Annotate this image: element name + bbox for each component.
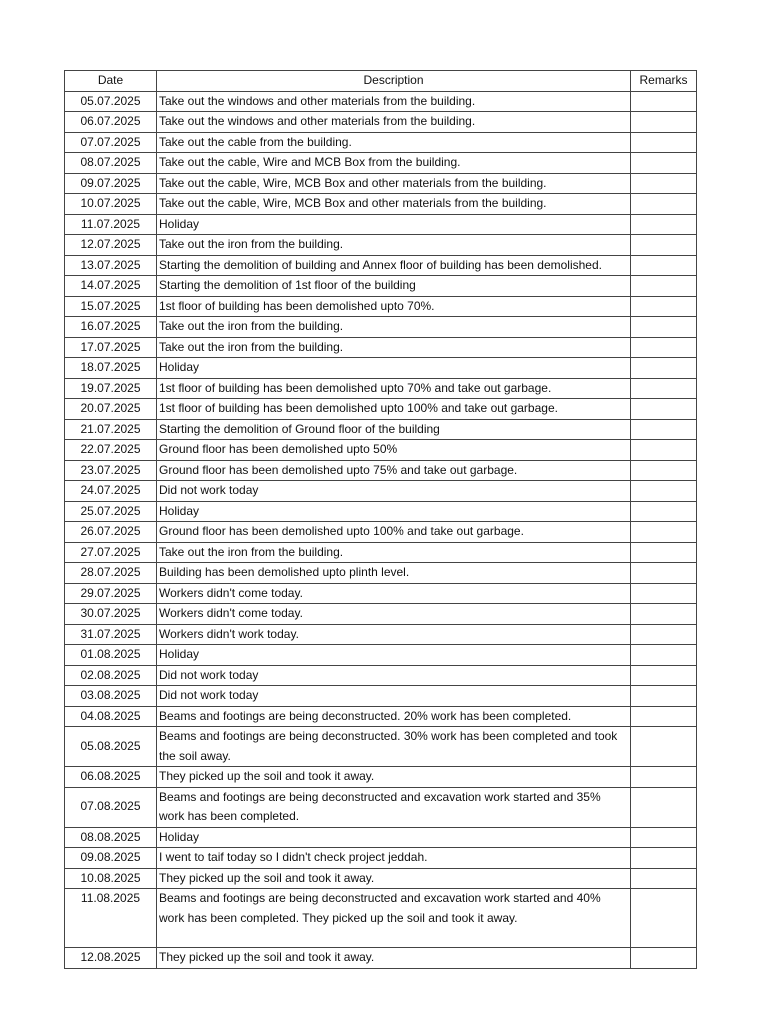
row-date: 01.08.2025 bbox=[65, 645, 157, 666]
table-row bbox=[65, 399, 697, 420]
row-remarks bbox=[631, 583, 697, 604]
row-remarks bbox=[631, 235, 697, 256]
row-date: 19.07.2025 bbox=[65, 378, 157, 399]
table-row bbox=[65, 276, 697, 297]
row-description: Beams and footings are being deconstructed and excavation work started and 35% work has been completed. bbox=[157, 787, 631, 827]
row-description: Take out the iron from the building. bbox=[157, 542, 631, 563]
table-row bbox=[65, 132, 697, 153]
row-remarks bbox=[631, 624, 697, 645]
row-remarks bbox=[631, 153, 697, 174]
row-description: They picked up the soil and took it away. bbox=[157, 868, 631, 889]
row-date: 24.07.2025 bbox=[65, 481, 157, 502]
row-remarks bbox=[631, 767, 697, 788]
table-row bbox=[65, 848, 697, 869]
table-row bbox=[65, 868, 697, 889]
table-row bbox=[65, 481, 697, 502]
table-row bbox=[65, 787, 697, 827]
row-description: Take out the iron from the building. bbox=[157, 337, 631, 358]
row-description: Take out the windows and other materials from the building. bbox=[157, 91, 631, 112]
row-description: Starting the demolition of building and Annex floor of building has been demolished. bbox=[157, 255, 631, 276]
row-description: Workers didn't come today. bbox=[157, 604, 631, 625]
row-remarks bbox=[631, 727, 697, 767]
row-date: 13.07.2025 bbox=[65, 255, 157, 276]
table-row bbox=[65, 296, 697, 317]
row-remarks bbox=[631, 112, 697, 133]
row-remarks bbox=[631, 542, 697, 563]
row-description: Starting the demolition of 1st floor of the building bbox=[157, 276, 631, 297]
table-body bbox=[65, 91, 697, 968]
row-date: 12.07.2025 bbox=[65, 235, 157, 256]
row-date: 18.07.2025 bbox=[65, 358, 157, 379]
table-row bbox=[65, 419, 697, 440]
row-date: 14.07.2025 bbox=[65, 276, 157, 297]
row-description: Take out the cable, Wire, MCB Box and other materials from the building. bbox=[157, 173, 631, 194]
row-remarks bbox=[631, 827, 697, 848]
row-description: Ground floor has been demolished upto 75% and take out garbage. bbox=[157, 460, 631, 481]
table-row bbox=[65, 624, 697, 645]
row-date: 10.07.2025 bbox=[65, 194, 157, 215]
row-remarks bbox=[631, 868, 697, 889]
row-description: Ground floor has been demolished upto 50% bbox=[157, 440, 631, 461]
row-description: Workers didn't work today. bbox=[157, 624, 631, 645]
header-date: Date bbox=[65, 71, 157, 92]
row-description: Holiday bbox=[157, 827, 631, 848]
row-remarks bbox=[631, 563, 697, 584]
table-row bbox=[65, 173, 697, 194]
row-date: 26.07.2025 bbox=[65, 522, 157, 543]
header-description: Description bbox=[157, 71, 631, 92]
row-date: 04.08.2025 bbox=[65, 706, 157, 727]
row-description: Ground floor has been demolished upto 100% and take out garbage. bbox=[157, 522, 631, 543]
row-remarks bbox=[631, 787, 697, 827]
table-row bbox=[65, 337, 697, 358]
table-row bbox=[65, 948, 697, 969]
table-row bbox=[65, 827, 697, 848]
row-remarks bbox=[631, 460, 697, 481]
row-date: 23.07.2025 bbox=[65, 460, 157, 481]
header-remarks: Remarks bbox=[631, 71, 697, 92]
row-description: Take out the windows and other materials from the building. bbox=[157, 112, 631, 133]
table-row bbox=[65, 255, 697, 276]
row-date: 20.07.2025 bbox=[65, 399, 157, 420]
table-row bbox=[65, 501, 697, 522]
table-row bbox=[65, 235, 697, 256]
row-description: Take out the iron from the building. bbox=[157, 235, 631, 256]
row-description: I went to taif today so I didn't check project jeddah. bbox=[157, 848, 631, 869]
row-date: 25.07.2025 bbox=[65, 501, 157, 522]
table-row bbox=[65, 91, 697, 112]
table-row bbox=[65, 112, 697, 133]
row-remarks bbox=[631, 889, 697, 948]
row-description: 1st floor of building has been demolished upto 70% and take out garbage. bbox=[157, 378, 631, 399]
row-date: 10.08.2025 bbox=[65, 868, 157, 889]
row-description: Holiday bbox=[157, 214, 631, 235]
row-remarks bbox=[631, 317, 697, 338]
row-remarks bbox=[631, 173, 697, 194]
row-description: Take out the cable, Wire, MCB Box and other materials from the building. bbox=[157, 194, 631, 215]
row-remarks bbox=[631, 337, 697, 358]
table-row bbox=[65, 583, 697, 604]
row-description: Holiday bbox=[157, 645, 631, 666]
row-date: 12.08.2025 bbox=[65, 948, 157, 969]
row-date: 11.08.2025 bbox=[65, 889, 157, 948]
row-date: 03.08.2025 bbox=[65, 686, 157, 707]
row-description: Beams and footings are being deconstructed. 30% work has been completed and took the soil away. bbox=[157, 727, 631, 767]
table-row bbox=[65, 767, 697, 788]
row-remarks bbox=[631, 194, 697, 215]
row-date: 17.07.2025 bbox=[65, 337, 157, 358]
row-description: Building has been demolished upto plinth level. bbox=[157, 563, 631, 584]
row-remarks bbox=[631, 848, 697, 869]
row-description: Take out the cable from the building. bbox=[157, 132, 631, 153]
row-date: 08.08.2025 bbox=[65, 827, 157, 848]
table-row bbox=[65, 194, 697, 215]
table-row bbox=[65, 522, 697, 543]
row-date: 06.07.2025 bbox=[65, 112, 157, 133]
table-row bbox=[65, 460, 697, 481]
row-description: Holiday bbox=[157, 358, 631, 379]
table-row bbox=[65, 153, 697, 174]
row-remarks bbox=[631, 91, 697, 112]
row-remarks bbox=[631, 214, 697, 235]
row-date: 21.07.2025 bbox=[65, 419, 157, 440]
table-row bbox=[65, 686, 697, 707]
row-description: Beams and footings are being deconstructed. 20% work has been completed. bbox=[157, 706, 631, 727]
row-remarks bbox=[631, 132, 697, 153]
row-description: Beams and footings are being deconstructed and excavation work started and 40% work has been completed. They picked up the soil and took it away. bbox=[157, 889, 631, 948]
row-date: 06.08.2025 bbox=[65, 767, 157, 788]
row-remarks bbox=[631, 276, 697, 297]
row-date: 28.07.2025 bbox=[65, 563, 157, 584]
table-row bbox=[65, 317, 697, 338]
row-remarks bbox=[631, 419, 697, 440]
row-description: 1st floor of building has been demolished upto 70%. bbox=[157, 296, 631, 317]
row-remarks bbox=[631, 522, 697, 543]
row-remarks bbox=[631, 358, 697, 379]
table-row bbox=[65, 645, 697, 666]
row-date: 07.07.2025 bbox=[65, 132, 157, 153]
row-date: 05.08.2025 bbox=[65, 727, 157, 767]
row-remarks bbox=[631, 665, 697, 686]
row-date: 02.08.2025 bbox=[65, 665, 157, 686]
row-remarks bbox=[631, 440, 697, 461]
row-date: 09.07.2025 bbox=[65, 173, 157, 194]
row-description: Workers didn't come today. bbox=[157, 583, 631, 604]
row-date: 15.07.2025 bbox=[65, 296, 157, 317]
row-remarks bbox=[631, 948, 697, 969]
row-date: 09.08.2025 bbox=[65, 848, 157, 869]
row-date: 08.07.2025 bbox=[65, 153, 157, 174]
row-description: Holiday bbox=[157, 501, 631, 522]
row-description: Take out the iron from the building. bbox=[157, 317, 631, 338]
row-remarks bbox=[631, 686, 697, 707]
header-row bbox=[65, 71, 697, 92]
table-row bbox=[65, 665, 697, 686]
row-description: They picked up the soil and took it away. bbox=[157, 948, 631, 969]
row-description: Take out the cable, Wire and MCB Box from the building. bbox=[157, 153, 631, 174]
row-date: 22.07.2025 bbox=[65, 440, 157, 461]
table-row bbox=[65, 706, 697, 727]
row-remarks bbox=[631, 399, 697, 420]
table-row bbox=[65, 358, 697, 379]
row-date: 27.07.2025 bbox=[65, 542, 157, 563]
row-remarks bbox=[631, 645, 697, 666]
row-date: 11.07.2025 bbox=[65, 214, 157, 235]
table-row bbox=[65, 542, 697, 563]
row-date: 16.07.2025 bbox=[65, 317, 157, 338]
row-description: Starting the demolition of Ground floor of the building bbox=[157, 419, 631, 440]
row-description: Did not work today bbox=[157, 686, 631, 707]
row-description: 1st floor of building has been demolished upto 100% and take out garbage. bbox=[157, 399, 631, 420]
row-description: They picked up the soil and took it away. bbox=[157, 767, 631, 788]
table-row bbox=[65, 440, 697, 461]
table-row bbox=[65, 889, 697, 948]
row-remarks bbox=[631, 378, 697, 399]
row-remarks bbox=[631, 501, 697, 522]
row-date: 05.07.2025 bbox=[65, 91, 157, 112]
daily-progress-table bbox=[64, 70, 697, 969]
table-row bbox=[65, 378, 697, 399]
row-remarks bbox=[631, 706, 697, 727]
row-date: 31.07.2025 bbox=[65, 624, 157, 645]
row-remarks bbox=[631, 255, 697, 276]
row-description: Did not work today bbox=[157, 481, 631, 502]
table-row bbox=[65, 214, 697, 235]
table-row bbox=[65, 604, 697, 625]
row-date: 29.07.2025 bbox=[65, 583, 157, 604]
row-remarks bbox=[631, 604, 697, 625]
row-date: 30.07.2025 bbox=[65, 604, 157, 625]
table-row bbox=[65, 727, 697, 767]
table-row bbox=[65, 563, 697, 584]
row-remarks bbox=[631, 296, 697, 317]
row-date: 07.08.2025 bbox=[65, 787, 157, 827]
row-remarks bbox=[631, 481, 697, 502]
row-description: Did not work today bbox=[157, 665, 631, 686]
